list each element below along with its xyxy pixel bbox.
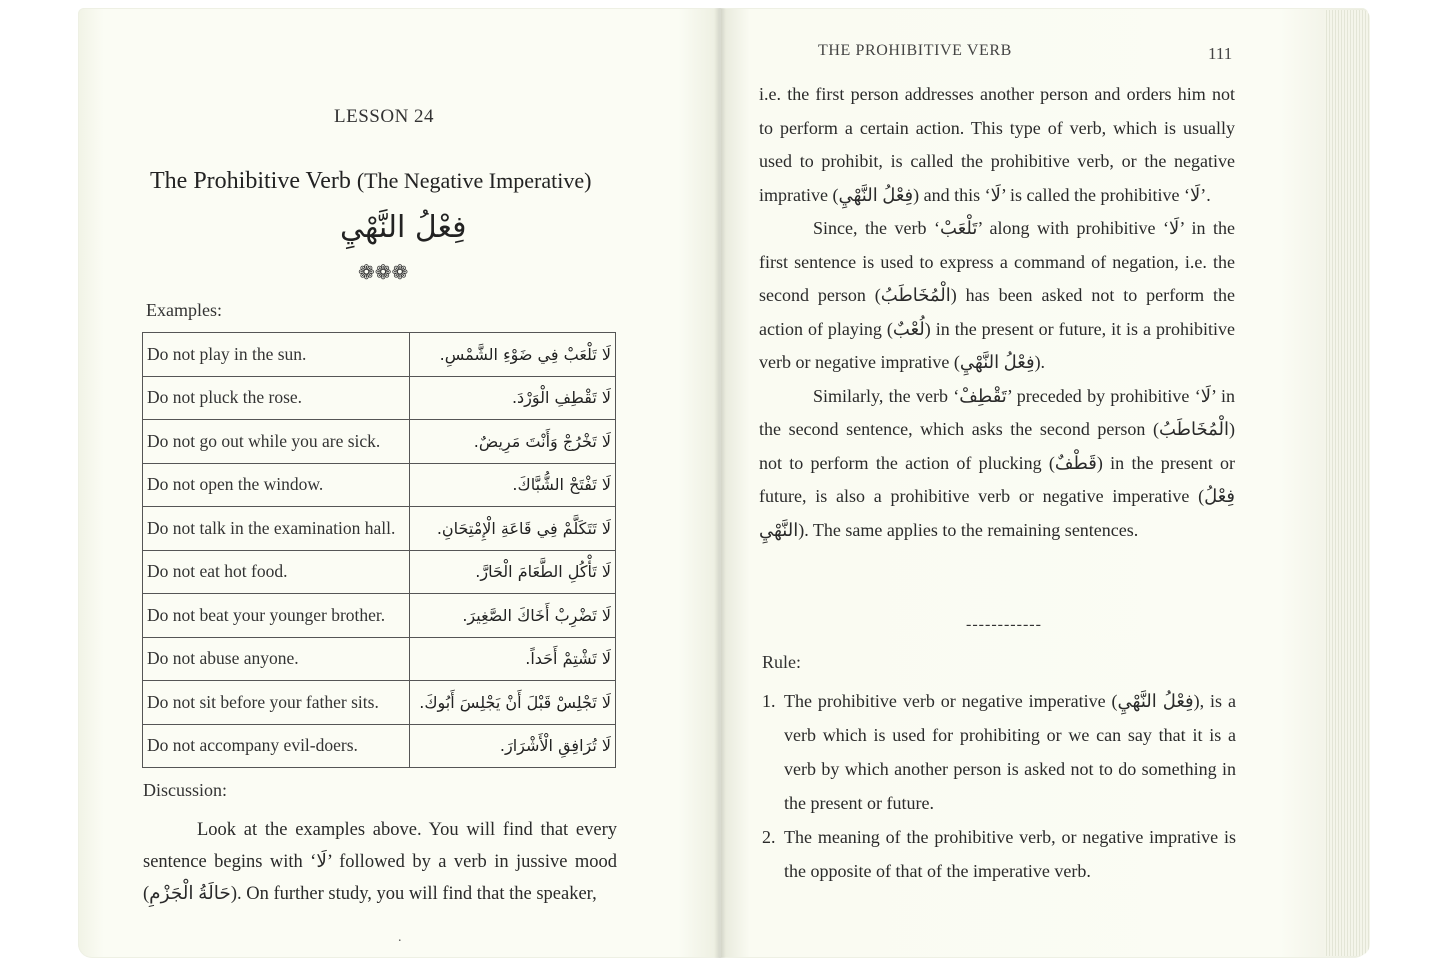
example-english: Do not play in the sun. [143, 333, 410, 377]
example-english: Do not beat your younger brother. [143, 594, 410, 638]
rule-label: Rule: [762, 652, 801, 672]
page-number: 111 [1208, 44, 1233, 63]
paragraph-1: i.e. the first person addresses another person and orders him not to perform a certain action. This type of verb, which is usually used to prohibit, is called the prohibitive verb, or the negative imprative (فِعْلُ النَّهْيِ) and this ‘لَا’ is called the prohibitive ‘لَا’. [759, 84, 1235, 205]
list-item [762, 820, 1236, 888]
table-row [143, 376, 616, 420]
rule-number: 1. [762, 691, 776, 711]
example-english: Do not go out while you are sick. [143, 420, 410, 464]
example-arabic: لَا تَقْطِفِ الْوَرْدَ. [410, 376, 616, 420]
example-arabic: لَا تَتَكَلَّمْ فِي قَاعَةِ الْإِمْتِحَانِ. [410, 507, 616, 551]
right-body [759, 78, 1235, 547]
running-head: THE PROHIBITIVE VERB [818, 42, 1012, 59]
section-divider: ------------ [966, 616, 1042, 633]
example-english: Do not pluck the rose. [143, 376, 410, 420]
table-row [143, 594, 616, 638]
title-paren: (The Negative Imperative) [356, 168, 592, 193]
table-row [143, 333, 616, 377]
example-arabic: لَا تَلْعَبْ فِي ضَوْءِ الشَّمْسِ. [410, 333, 616, 377]
discussion-paragraph [143, 814, 617, 910]
list-item [762, 684, 1236, 820]
example-arabic: لَا تَضْرِبْ أَخَاكَ الصَّغِيرَ. [410, 594, 616, 638]
example-arabic: لَا تَجْلِسْ قَبْلَ أَنْ يَجْلِسَ أَبُوكَ. [410, 681, 616, 725]
ornament-icon: ❁❁❁ [358, 260, 409, 284]
lesson-number: LESSON 24 [334, 106, 435, 127]
example-english: Do not eat hot food. [143, 550, 410, 594]
table-row [143, 463, 616, 507]
example-arabic: لَا تَخْرُجْ وَأَنْتَ مَرِيضٌ. [410, 420, 616, 464]
example-english: Do not open the window. [143, 463, 410, 507]
table-row [143, 420, 616, 464]
table-row [143, 550, 616, 594]
rule-number: 2. [762, 827, 776, 847]
book-gutter [714, 8, 726, 958]
example-arabic: لَا تَأْكُلِ الطَّعَامَ الْحَارَّ. [410, 550, 616, 594]
example-arabic: لَا تَشْتِمْ أَحَداً. [410, 637, 616, 681]
page-title [150, 168, 591, 195]
paragraph-3: Similarly, the verb ‘تَقْطِفْ’ preceded by prohibitive ‘لَا’ in the second sentence, which asks the second person (الْمُخَاطَبُ) not to perform the action of plucking (قَطْفٌ) in the present or future, is also a prohibitive verb or negative imperative (فِعْلُ النَّهْيِ). The same applies to the remaining sentences. [759, 385, 1235, 540]
page-edges [1324, 10, 1370, 956]
paragraph-2: Since, the verb ‘تَلْعَبْ’ along with prohibitive ‘لَا’ in the first sentence is used to express a command of negation, i.e. the second person (الْمُخَاطَبُ) has been asked not to perform the action of playing (لُعْبٌ) in the present or future, it is a prohibitive verb or negative imprative (فِعْلُ النَّهْيِ). [759, 218, 1236, 372]
examples-table [142, 332, 616, 768]
footer-dot: . [398, 930, 402, 945]
example-english: Do not accompany evil-doers. [143, 724, 410, 768]
table-row [143, 724, 616, 768]
table-row [143, 681, 616, 725]
table-row [143, 637, 616, 681]
arabic-title: فِعْلُ النَّهْيِ [340, 210, 467, 245]
rules-list [762, 684, 1236, 888]
example-arabic: لَا تَفْتَحْ الشُّبَّاكَ. [410, 463, 616, 507]
examples-label: Examples: [146, 300, 222, 320]
rule-text: The prohibitive verb or negative imperative (فِعْلُ النَّهْيِ), is a verb which is used for prohibiting or we can say that it is a verb by which another person is asked not to do something in the present or future. [784, 691, 1236, 813]
example-english: Do not abuse anyone. [143, 637, 410, 681]
table-row [143, 507, 616, 551]
discussion-text: Look at the examples above. You will find that every sentence begins with ‘لَا’ followed by a verb in jussive mood (حَالَةُ الْجَزْمِ). On further study, you will find that the speaker, [143, 820, 617, 904]
rule-text: The meaning of the prohibitive verb, or negative imprative is the opposite of that of the imperative verb. [784, 827, 1236, 881]
example-arabic: لَا تُرَافِقِ الْأَشْرَارَ. [410, 724, 616, 768]
title-main: The Prohibitive Verb [150, 168, 351, 194]
discussion-label: Discussion: [143, 780, 228, 800]
example-english: Do not talk in the examination hall. [143, 507, 410, 551]
example-english: Do not sit before your father sits. [143, 681, 410, 725]
